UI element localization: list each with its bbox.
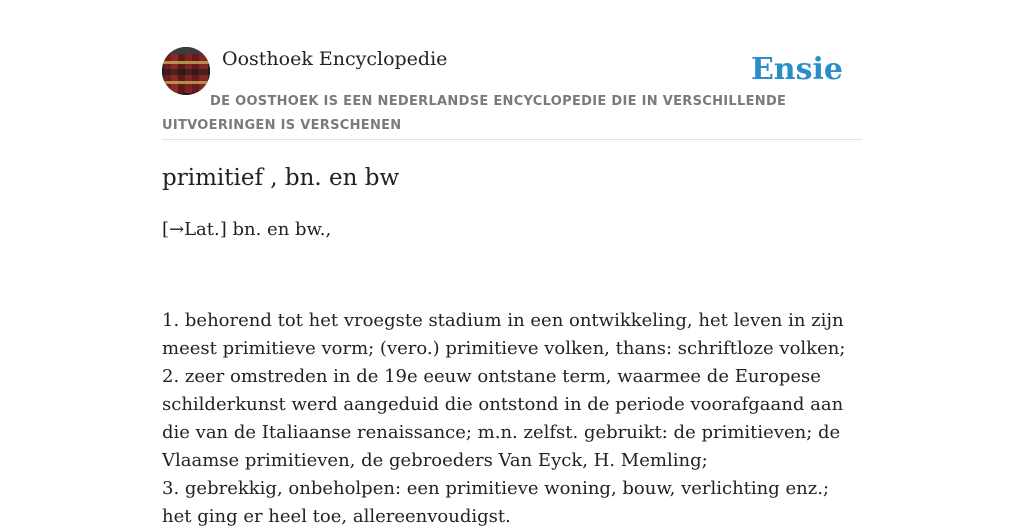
sense-1: 1. behorend tot het vroegste stadium in een ontwikkeling, het leven in zijn meest primitieve vorm; (vero.) primitieve volken, thans: schriftloze volken; <box>162 310 846 359</box>
source-title[interactable]: Oosthoek Encyclopedie <box>222 48 448 70</box>
sense-3: 3. gebrekkig, onbeholpen: een primitieve woning, bouw, verlichting enz.; het ging er heel toe, allereenvoudigst. <box>162 478 830 527</box>
source-description: DE OOSTHOEK IS EEN NEDERLANDSE ENCYCLOPEDIE DIE IN VERSCHILLENDE UITVOERINGEN IS VERSCHENEN <box>162 94 787 133</box>
page <box>162 44 862 527</box>
entry-definition <box>162 307 862 531</box>
sense-2: 2. zeer omstreden in de 19e eeuw ontstane term, waarmee de Europese schilderkunst werd aangeduid die ontstond in de periode voorafgaand aan die van de Italiaanse renaissance; m.n. zelfst. gebruikt: de primitieven; de Vlaamse primitieven, de gebroeders Van Eyck, H. Memling; <box>162 366 844 471</box>
source-header <box>162 44 862 140</box>
entry-title: primitief , bn. en bw <box>162 165 400 191</box>
encyclopedia-books-icon[interactable] <box>162 47 210 95</box>
ensie-logo[interactable]: Ensie <box>750 52 843 87</box>
entry-etymology: [→Lat.] bn. en bw., <box>162 219 332 240</box>
